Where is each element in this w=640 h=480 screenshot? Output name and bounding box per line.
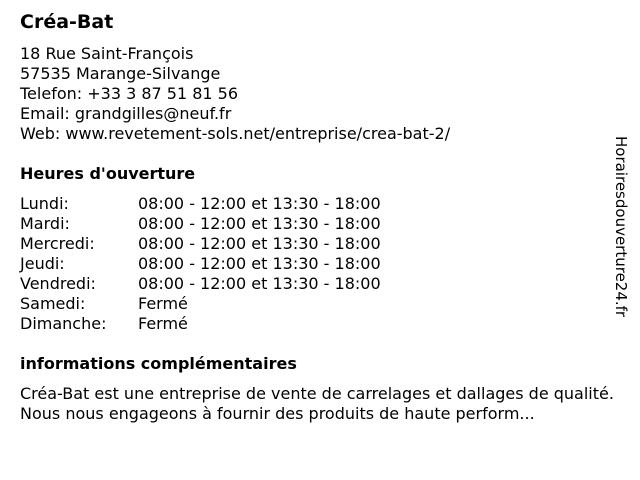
day-hours: 08:00 - 12:00 et 13:30 - 18:00 [138,254,381,273]
day-hours: 08:00 - 12:00 et 13:30 - 18:00 [138,194,381,213]
day-hours: 08:00 - 12:00 et 13:30 - 18:00 [138,214,381,233]
address-city: 57535 Marange-Silvange [20,64,221,83]
hours-row-tuesday [20,214,440,234]
day-hours: Fermé [138,294,188,313]
website-url: Web: www.revetement-sols.net/entreprise/crea-bat-2/ [20,124,451,143]
site-watermark-text: Horairesdouverture24.fr [612,136,630,318]
hours-row-thursday [20,254,440,274]
day-label: Vendredi: [20,274,96,293]
additional-info-heading: informations complémentaires [20,354,297,373]
hours-row-friday [20,274,440,294]
business-name: Créa-Bat [20,11,114,33]
business-description: Créa-Bat est une entreprise de vente de carrelages et dallages de qualité. Nous nous engageons à fournir des produits de haute perform... [20,384,614,423]
day-hours: Fermé [138,314,188,333]
contact-details [20,44,450,144]
day-label: Lundi: [20,194,69,213]
day-label: Jeudi: [20,254,65,273]
address-street: 18 Rue Saint-François [20,44,194,63]
day-label: Dimanche: [20,314,107,333]
phone-number: Telefon: +33 3 87 51 81 56 [20,84,239,103]
opening-hours-table [20,194,440,334]
day-label: Mercredi: [20,234,95,253]
email-address: Email: grandgilles@neuf.fr [20,104,232,123]
hours-row-monday [20,194,440,214]
day-hours: 08:00 - 12:00 et 13:30 - 18:00 [138,234,381,253]
day-label: Mardi: [20,214,70,233]
opening-hours-heading: Heures d'ouverture [20,164,196,183]
day-hours: 08:00 - 12:00 et 13:30 - 18:00 [138,274,381,293]
hours-row-saturday [20,294,440,314]
hours-row-sunday [20,314,440,334]
hours-row-wednesday [20,234,440,254]
day-label: Samedi: [20,294,86,313]
